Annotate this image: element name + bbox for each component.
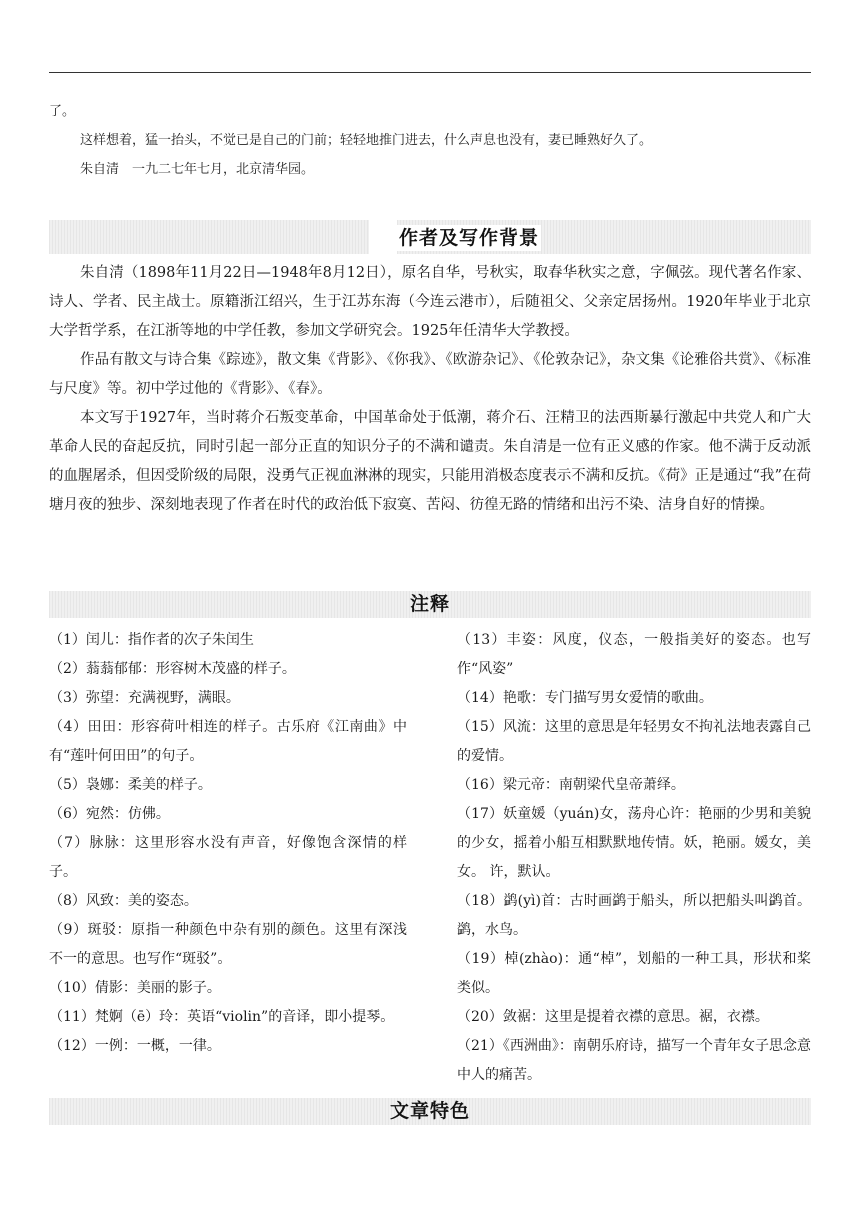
section-bar-background <box>49 220 811 254</box>
note-item: （11）梵婀（ē）玲：英语“violin”的音译，即小提琴。 <box>49 1009 395 1025</box>
background-paragraph: 本文写于1927年，当时蒋介石叛变革命，中国革命处于低潮，蒋介石、汪精卫的法西斯暴行激起中共党人和广大革命人民的奋起反抗，同时引起一部分正直的知识分子的不满和谴责。朱自清是一位有正义感的作家。他不满于反动派的血腥屠杀，但因受阶级的局限，没勇气正视血淋淋的现实，只能用消极态度表示不满和反抗。《荷》正是通过“我”在荷塘月夜的独步、深刻地表现了作者在时代的政治低下寂寞、苦闷、彷徨无路的情绪和出污不染、洁身自好的情操。 <box>49 410 811 513</box>
note-item: （17）妖童媛（yuán)女，荡舟心许：艳丽的少男和美貌的少女，摇着小船互相默默地传情。妖，艳丽。媛女，美女。 许，默认。 <box>457 806 811 880</box>
note-item: （21）《西洲曲》：南朝乐府诗，描写一个青年女子思念意中人的痛苦。 <box>457 1038 811 1083</box>
bar-gap <box>369 220 397 254</box>
note-item: （7）脉脉：这里形容水没有声音，好像饱含深情的样子。 <box>49 835 407 880</box>
note-item: （14）艳歌：专门描写男女爱情的歌曲。 <box>457 690 713 706</box>
essay-signature: 朱自清 一九二七年七月，北京清华园。 <box>80 162 315 177</box>
note-item: （16）梁元帝：南朝梁代皇帝萧绎。 <box>457 777 685 793</box>
section-title-notes: 注释 <box>409 593 450 615</box>
note-item: （13）丰姿：风度，仪态，一般指美好的姿态。也写作“风姿” <box>457 632 811 677</box>
header-rule <box>49 72 811 73</box>
section-bar-notes <box>49 591 811 618</box>
note-item: （18）鹢(yì)首：古时画鹢于船头，所以把船头叫鹢首。鹢，水鸟。 <box>457 893 811 938</box>
note-item: （8）风致：美的姿态。 <box>49 893 198 909</box>
background-paragraph: 作品有散文与诗合集《踪迹》，散文集《背影》、《你我》、《欧游杂记》、《伦敦杂记》，杂文集《论雅俗共赏》、《标准与尺度》等。初中学过他的《背影》、《春》。 <box>49 352 811 397</box>
note-item: （3）弥望：充满视野，满眼。 <box>49 690 240 706</box>
essay-ending-line-1: 了。 <box>49 104 76 119</box>
note-item: （12）一例：一概，一律。 <box>49 1038 221 1054</box>
background-paragraph: 朱自清（1898年11月22日—1948年8月12日），原名自华，号秋实，取春华秋实之意，字佩弦。现代著名作家、诗人、学者、民主战士。原籍浙江绍兴，生于江苏东海（今连云港市），后随祖父、父亲定居扬州。1920年毕业于北京大学哲学系，在江浙等地的中学任教，参加文学研究会。1925年任清华大学教授。 <box>49 265 811 339</box>
note-item: （5）袅娜：柔美的样子。 <box>49 777 212 793</box>
note-item: （1）闰儿：指作者的次子朱闰生 <box>49 632 254 648</box>
essay-ending <box>49 97 811 184</box>
section-title-features: 文章特色 <box>389 1100 470 1122</box>
note-item: （2）蓊蓊郁郁：形容树木茂盛的样子。 <box>49 661 296 677</box>
notes-left-column <box>49 626 407 1061</box>
note-item: （10）倩影：美丽的影子。 <box>49 980 221 996</box>
note-item: （15）风流：这里的意思是年轻男女不拘礼法地表露自己的爱情。 <box>457 719 811 764</box>
note-item: （4）田田：形容荷叶相连的样子。古乐府《江南曲》中有“莲叶何田田”的句子。 <box>49 719 407 764</box>
note-item: （19）棹(zhào)：通“棹”，划船的一种工具，形状和桨类似。 <box>457 951 811 996</box>
essay-ending-line-2: 这样想着，猛一抬头，不觉已是自己的门前；轻轻地推门进去，什么声息也没有，妻已睡熟好久了。 <box>80 133 653 148</box>
note-item: （20）敛裾：这里是提着衣襟的意思。裾，衣襟。 <box>457 1009 769 1025</box>
note-item: （6）宛然：仿佛。 <box>49 806 170 822</box>
section-title-background: 作者及写作背景 <box>399 227 540 249</box>
notes-right-column <box>457 626 811 1090</box>
note-item: （9）斑驳：原指一种颜色中杂有别的颜色。这里有深浅不一的意思。也写作“斑驳”。 <box>49 922 407 967</box>
section-bar-features <box>49 1098 811 1125</box>
author-background-section <box>49 259 811 520</box>
